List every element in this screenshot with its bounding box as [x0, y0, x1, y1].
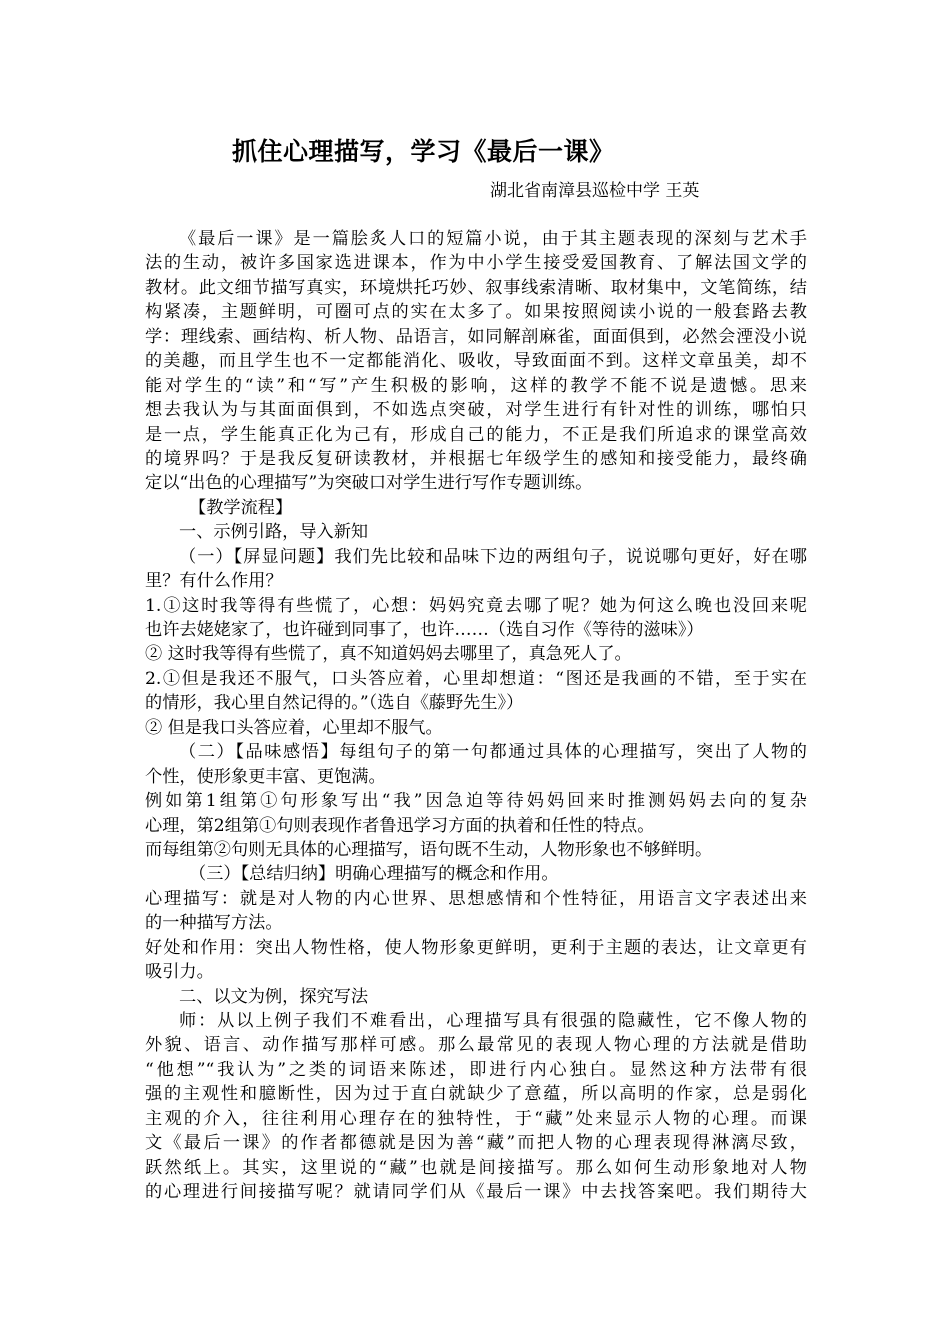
paragraph-line: 法的生动，被许多国家选进课本，作为中小学生接受爱国教育、了解法国文学的 — [145, 253, 807, 274]
example-line: 2.①但是我还不服气，口头答应着，心里却想道：“图还是我画的不错，至于实在 — [145, 668, 807, 689]
example-line: 也许去姥姥家了，也许碰到同事了，也许……（选自习作《等待的滋味》） — [145, 620, 704, 640]
author-line: 湖北省南漳县巡检中学 王英 — [490, 181, 700, 201]
example-line: 的情形，我心里自然记得的。”（选自《藤野先生》） — [145, 693, 524, 714]
paragraph-line: 的心理进行间接描写呢？就请同学们从《最后一课》中去找答案吧。我们期待大 — [145, 1182, 807, 1203]
paragraph-line: 的一种描写方法。 — [145, 913, 283, 934]
paragraph-line: 是一点，学生能真正化为己有，形成自己的能力，不正是我们所追求的课堂高效 — [145, 424, 807, 445]
paragraph-line: 定以“出色的心理描写”为突破口对学生进行写作专题训练。 — [145, 473, 593, 494]
paragraph-line: （二）【品味感悟】每组句子的第一句都通过具体的心理描写，突出了人物的 — [179, 742, 807, 763]
example-line: ② 这时我等得有些慌了，真不知道妈妈去哪里了，真急死人了。 — [145, 644, 632, 665]
section-heading: 一、示例引路，导入新知 — [179, 522, 369, 543]
paragraph-line: 而每组第②句则无具体的心理描写，语句既不生动，人物形象也不够鲜明。 — [145, 839, 713, 860]
paragraph-line: 里？有什么作用？ — [145, 571, 283, 592]
page-title: 抓住心理描写，学习《最后一课》 — [232, 137, 615, 166]
paragraph-line: 教材。此文细节描写真实，环境烘托巧妙、叙事线索清晰、取材集中，文笔简练，结 — [145, 277, 807, 298]
paragraph-line: 的美趣，而且学生也不一定都能消化、吸收，导致面面不到。这样文章虽美，却不 — [145, 351, 807, 372]
paragraph-line: 好处和作用：突出人物性格，使人物形象更鲜明，更利于主题的表达，让文章更有 — [145, 937, 807, 958]
paragraph-line: 心理描写：就是对人物的内心世界、思想感情和个性特征，用语言文字表述出来 — [145, 888, 807, 909]
paragraph-line: （一）【屏显问题】我们先比较和品味下边的两组句子，说说哪句更好，好在哪 — [179, 546, 807, 567]
paragraph-line: 学：理线索、画结构、析人物、品语言，如同解剖麻雀，面面俱到，必然会湮没小说 — [145, 326, 807, 347]
paragraph-line: 《最后一课》是一篇脍炙人口的短篇小说，由于其主题表现的深刻与艺术手 — [179, 229, 807, 249]
paragraph-line: 能对学生的“读”和“写”产生积极的影响，这样的教学不能不说是遗憾。思来 — [145, 375, 807, 396]
paragraph-line: 想去我认为与其面面俱到，不如选点突破，对学生进行有针对性的训练，哪怕只 — [145, 400, 807, 421]
paragraph-line: （三）【总结归纳】明确心理描写的概念和作用。 — [189, 864, 559, 885]
paragraph-line: 例如第1组第①句形象写出“我”因急迫等待妈妈回来时推测妈妈去向的复杂 — [145, 791, 807, 812]
paragraph-line: 外貌、语言、动作描写那样可感。那么最常见的表现人物心理的方法就是借助 — [145, 1035, 807, 1056]
paragraph-line: 的境界吗？于是我反复研读教材，并根据七年级学生的感知和接受能力，最终确 — [145, 448, 807, 469]
paragraph-line: “他想”“我认为”之类的词语来陈述，即进行内心独白。显然这种方法带有很 — [145, 1059, 807, 1080]
paragraph-line: 师：从以上例子我们不难看出，心理描写具有很强的隐藏性，它不像人物的 — [179, 1011, 807, 1031]
paragraph-line: 跃然纸上。其实，这里说的“藏”也就是间接描写。那么如何生动形象地对人物 — [145, 1157, 807, 1178]
paragraph-line: 文《最后一课》的作者都德就是因为善“藏”而把人物的心理表现得淋漓尽致， — [145, 1133, 807, 1154]
paragraph-line: 构紧凑，主题鲜明，可圈可点的实在太多了。如果按照阅读小说的一般套路去教 — [145, 302, 807, 323]
paragraph-line: 强的主观性和臆断性，因为过于直白就缺少了意蕴，所以高明的作家，总是弱化 — [145, 1084, 807, 1105]
section-heading: 【教学流程】 — [189, 497, 293, 518]
article-body — [145, 227, 807, 1205]
paragraph-line: 心理，第2组第①句则表现作者鲁迅学习方面的执着和任性的特点。 — [145, 815, 655, 836]
example-line: 1.①这时我等得有些慌了，心想：妈妈究竟去哪了呢？她为何这么晚也没回来呢 — [145, 595, 807, 616]
paragraph-line: 主观的介入，往往利用心理存在的独特性，于“藏”处来显示人物的心理。而课 — [145, 1108, 807, 1129]
paragraph-line: 个性，使形象更丰富、更饱满。 — [145, 766, 386, 787]
section-heading: 二、以文为例，探究写法 — [179, 986, 369, 1007]
paragraph-line: 吸引力。 — [145, 962, 214, 983]
example-line: ② 但是我口头答应着，心里却不服气。 — [145, 717, 443, 738]
